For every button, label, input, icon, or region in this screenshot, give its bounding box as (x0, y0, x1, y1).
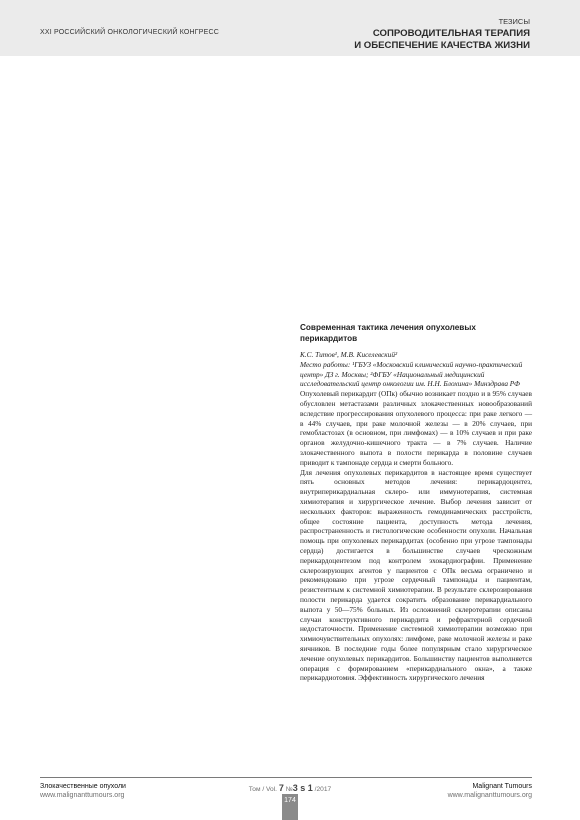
issue-number-label: № (285, 786, 293, 793)
issue-year: /2017 (314, 786, 332, 793)
footer-right (448, 782, 532, 800)
page-header (0, 0, 580, 56)
journal-name-en: Malignant Tumours (472, 783, 532, 790)
article-title: Современная тактика лечения опухолевых перикардитов (300, 323, 476, 343)
journal-website-link[interactable]: www.malignanttumours.org (40, 792, 125, 799)
section-title (230, 28, 530, 52)
section-title-line-1: СОПРОВОДИТЕЛЬНАЯ ТЕРАПИЯ (372, 28, 530, 39)
journal-website-link[interactable]: www.malignanttumours.org (447, 792, 532, 799)
article-affiliation: Место работы: ¹ГБУЗ «Московский клинический научно-практический центр» ДЗ г. Москвы; ²ФГБУ «Национальный медицинский исследовательский центр онкологии им. Н.Н. Блохина» Минздрава РФ (300, 359, 523, 389)
congress-name: XXI РОССИЙСКИЙ ОНКОЛОГИЧЕСКИЙ КОНГРЕСС (40, 29, 220, 36)
page-number: 174 (282, 794, 298, 820)
article-authors: К.С. Титов¹, М.В. Киселевский² (300, 350, 398, 359)
journal-name-ru: Злокачественные опухоли (40, 783, 126, 790)
footer-left (40, 782, 126, 800)
volume-number: 7 (278, 783, 284, 793)
issue-number: 3 s 1 (292, 783, 313, 793)
article-paragraph: Для лечения опухолевых перикардитов в настоящее время существует пять основных методов лечения: перикардоцентез, внутриперикардиальная склеро- или иммунотерапия, системная химиотерапия и хирургическое лечение. Выбор лечения зависит от нескольких факторов: выраженность гемодинамических расстройств, общее состояние пациента, доступность метода лечения, распространенность и гистологические особенности опухоли. Начальная помощь при опухолевых перикардитах (особенно при угрозе тампонады сердца) достигается в большинстве случаев чрескожным перикардоцентезом под контролем эхокардиографии. Применение склерозирующих агентов у пациентов с ОПк весьма ограничено и рекомендовано при угрозе сердечный тампонады и пациентам, резистентным к системной химиотерапии. В результате склерозирования полости перикарда удается сократить образование перикардиального выпота у 50—75% больных. Из осложнений склеротерапии описаны случаи конструктивного перикардита и рефрактерной сердечной недостаточности. Применение системной химиотерапии возможно при химиочувствительных опухолях: лимфоме, раке молочной железы и раке яичников. В последние годы более популярным стало хирургическое лечение опухолевых перикардитов. Большинству пациентов выполняется операция с формированием «перикардиального окна», а также перикардиотомия. Эффективность хирургического лечения (300, 467, 532, 683)
article (300, 323, 532, 683)
volume-label: Том / Vol. (248, 786, 278, 793)
article-paragraph: Опухолевый перикардит (ОПк) обычно возникает поздно и в 95% случаев обусловлен метастазами различных злокачественных новообразований вследствие прогрессирования опухолевого процесса: при раке легкого — в 44% случаев, при раке молочной железы — в 20% случаев, при гемобластозах (в основном, при лимфомах) — в 10% случаев и при раке органов желудочно-кишечного тракта — в 7% случаев. Наличие злокачественного выпота в полости перикарда в половине случаев приводит к тампонаде сердца и смерти больного. (300, 389, 532, 467)
section-label: ТЕЗИСЫ (498, 17, 530, 26)
section-title-line-2: И ОБЕСПЕЧЕНИЕ КАЧЕСТВА ЖИЗНИ (354, 40, 530, 51)
footer-divider (40, 777, 532, 778)
issue-info (190, 783, 390, 793)
